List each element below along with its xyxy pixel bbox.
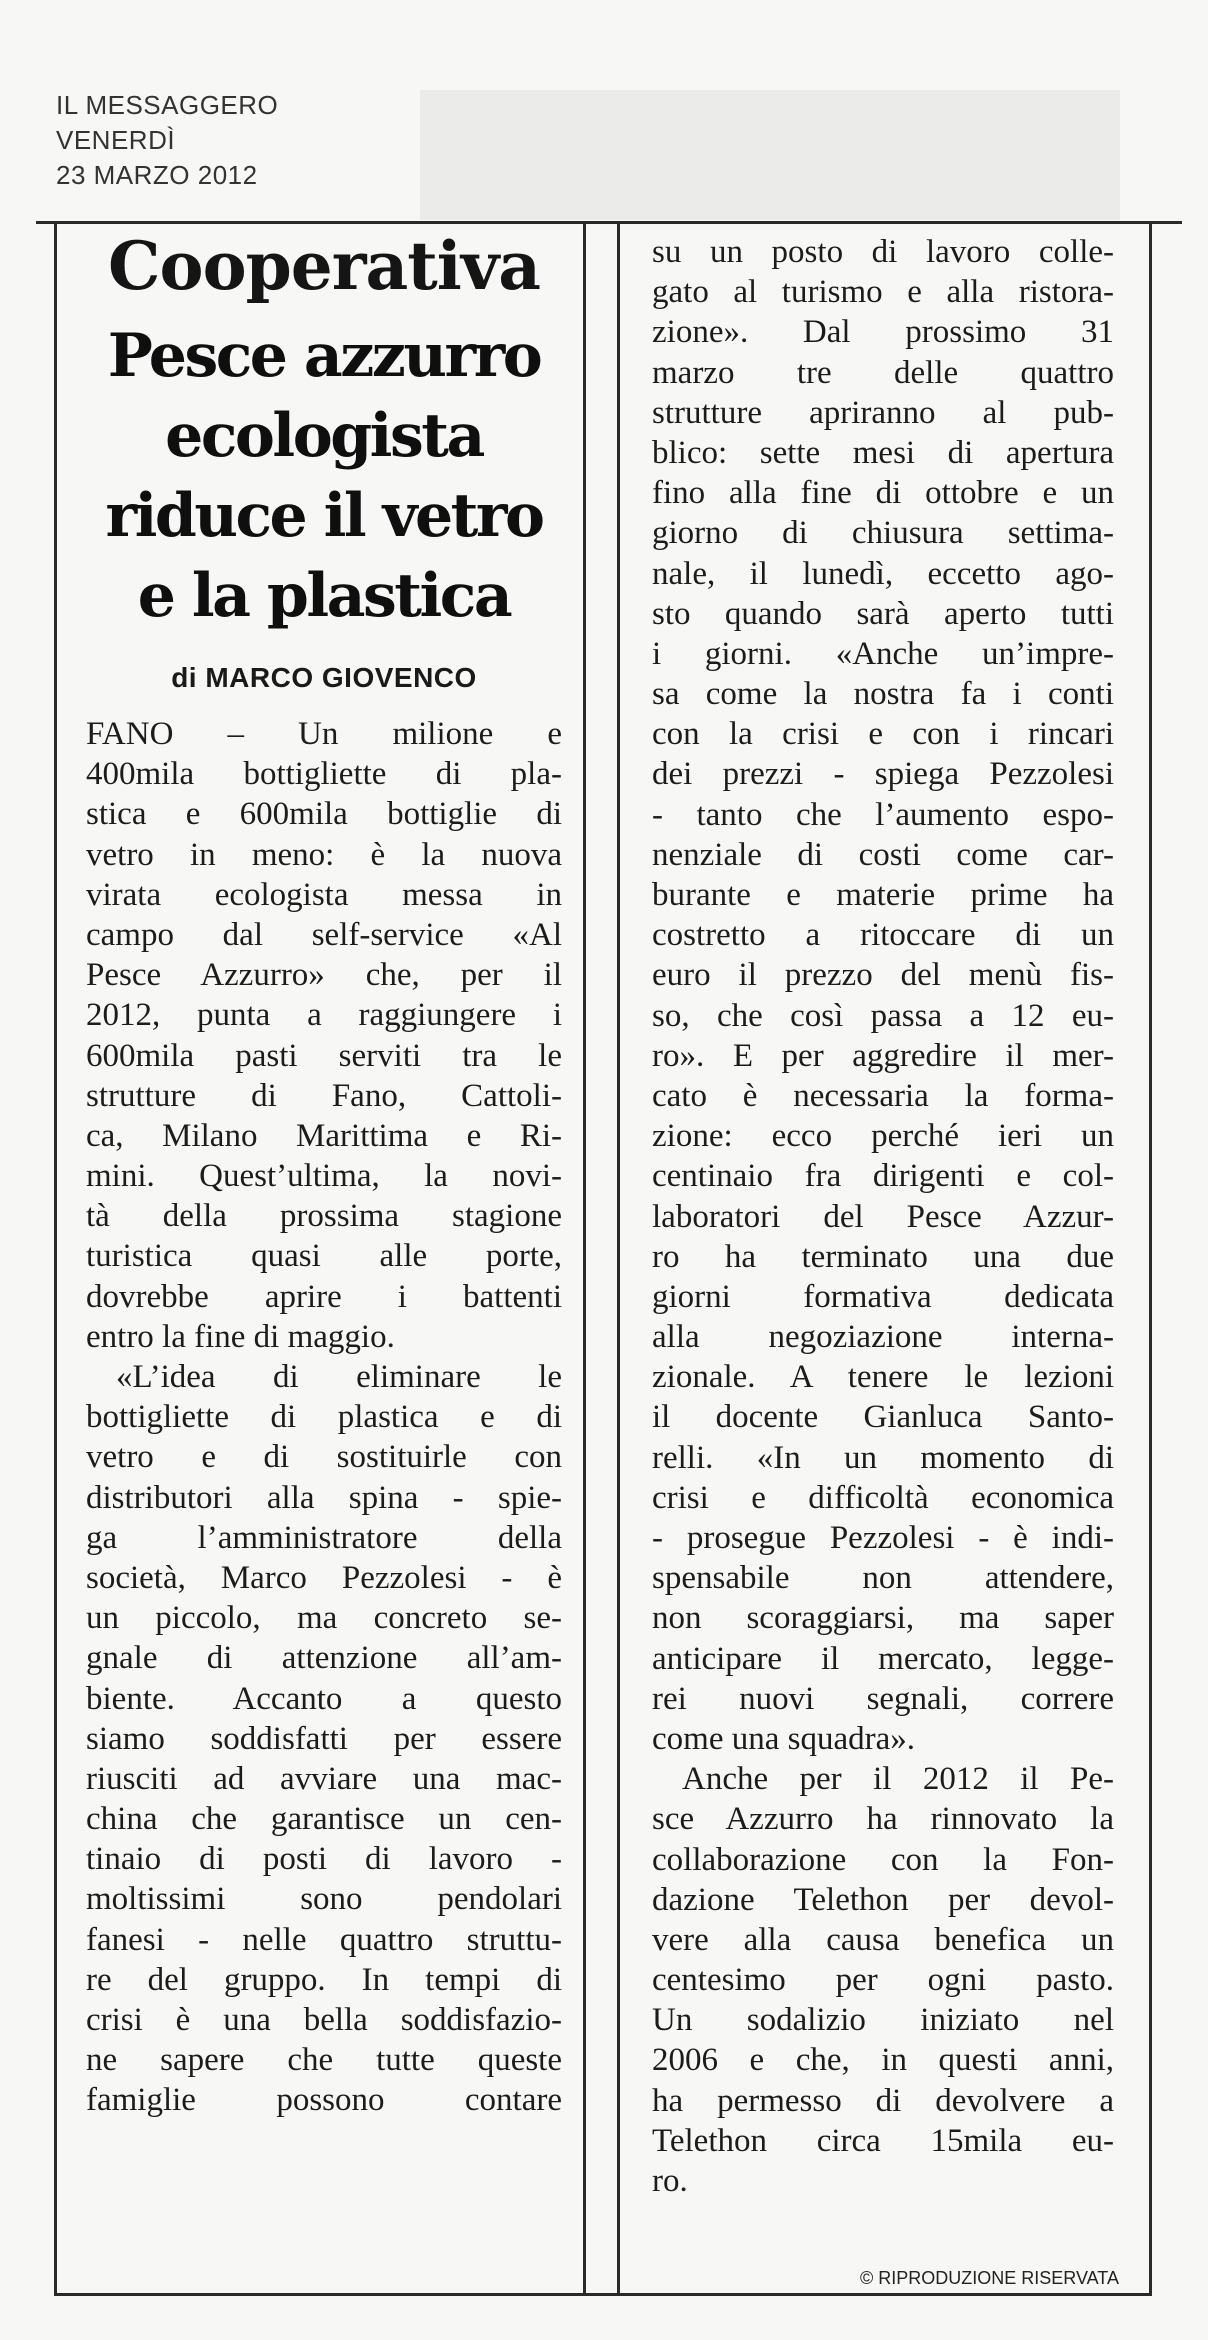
- text-line: rei nuovi segnali, correre: [652, 1680, 1114, 1717]
- text-line: mini. Quest’ultima, la novi-: [86, 1158, 562, 1195]
- text-line: gnale di attenzione all’am-: [86, 1640, 562, 1677]
- top-rule: [36, 221, 1182, 224]
- text-line: anticipare il mercato, legge-: [652, 1640, 1114, 1677]
- text-line: campo dal self-service «Al: [86, 916, 562, 953]
- text-line: fanesi - nelle quattro struttu-: [86, 1921, 562, 1958]
- text-line: ro.: [652, 2163, 688, 2199]
- text-line: spensabile non attendere,: [652, 1560, 1114, 1597]
- article-body-right: [652, 232, 1114, 2201]
- text-line: sce Azzurro ha rinnovato la: [652, 1801, 1114, 1838]
- text-line: biente. Accanto a questo: [86, 1680, 562, 1717]
- text-line: famiglie possono contare: [86, 2082, 562, 2119]
- text-line: marzo tre delle quattro: [652, 354, 1114, 391]
- newspaper-name: IL MESSAGGERO: [56, 90, 279, 120]
- column-divider-a: [583, 224, 586, 2296]
- text-line: Pesce Azzurro» che, per il: [86, 957, 562, 994]
- text-line: vetro in meno: è la nuova: [86, 836, 562, 873]
- article-body-left: [86, 714, 562, 2121]
- article-kicker: Cooperativa: [108, 227, 540, 305]
- text-line: 400mila bottigliette di pla-: [86, 756, 562, 793]
- text-line: siamo soddisfatti per essere: [86, 1720, 562, 1757]
- copyright-notice: © RIPRODUZIONE RISERVATA: [860, 2268, 1119, 2288]
- text-line: virata ecologista messa in: [86, 876, 562, 913]
- text-line: stica e 600mila bottiglie di: [86, 796, 562, 833]
- text-line: crisi e difficoltà economica: [652, 1479, 1114, 1516]
- text-line: riusciti ad avviare una mac-: [86, 1760, 562, 1797]
- text-line: zione: ecco perché ieri un: [652, 1118, 1114, 1155]
- text-line: re del gruppo. In tempi di: [86, 1961, 562, 1998]
- text-line: non scoraggiarsi, ma saper: [652, 1600, 1114, 1637]
- text-line: zione». Dal prossimo 31: [652, 314, 1114, 351]
- text-line: ca, Milano Marittima e Ri-: [86, 1117, 562, 1154]
- text-line: costretto a ritoccare di un: [652, 917, 1114, 954]
- text-line: tà della prossima stagione: [86, 1198, 562, 1235]
- text-line: strutture di Fano, Cattoli-: [86, 1077, 562, 1114]
- text-line: strutture apriranno al pub-: [652, 394, 1114, 431]
- publication-weekday: VENERDÌ: [56, 125, 176, 155]
- text-line: Telethon circa 15mila eu-: [652, 2122, 1114, 2159]
- text-line: relli. «In un momento di: [652, 1439, 1114, 1476]
- text-line: - tanto che l’aumento espo-: [652, 796, 1114, 833]
- column-frame-left: [54, 224, 57, 2296]
- text-line: vetro e di sostituirle con: [86, 1439, 562, 1476]
- text-line: so, che così passa a 12 eu-: [652, 997, 1114, 1034]
- headline-line: ecologista: [165, 401, 483, 471]
- text-line: ro ha terminato una due: [652, 1238, 1114, 1275]
- text-line: dovrebbe aprire i battenti: [86, 1278, 562, 1315]
- text-line: dei prezzi - spiega Pezzolesi: [652, 756, 1114, 793]
- publication-date: 23 MARZO 2012: [56, 160, 258, 190]
- text-line: ha permesso di devolvere a: [652, 2082, 1114, 2119]
- text-line: fino alla fine di ottobre e un: [652, 475, 1114, 512]
- text-line: Anche per il 2012 il Pe-: [682, 1761, 1114, 1798]
- text-line: società, Marco Pezzolesi - è: [86, 1559, 562, 1596]
- text-line: il docente Gianluca Santo-: [652, 1399, 1114, 1436]
- text-line: con la crisi e con i rincari: [652, 716, 1114, 753]
- text-line: cato è necessaria la forma-: [652, 1077, 1114, 1114]
- text-line: dazione Telethon per devol-: [652, 1881, 1114, 1918]
- text-line: vere alla causa benefica un: [652, 1921, 1114, 1958]
- column-frame-right: [1149, 224, 1152, 2296]
- article-column-left: [86, 226, 562, 2121]
- text-line: FANO – Un milione e: [86, 716, 562, 752]
- article-column-right: [652, 232, 1114, 2201]
- text-line: ga l’amministratore della: [86, 1519, 562, 1556]
- text-line: Un sodalizio iniziato nel: [652, 2002, 1114, 2039]
- text-line: «L’idea di eliminare le: [116, 1359, 562, 1395]
- headline-line: riduce il vetro: [105, 481, 543, 551]
- text-line: alla negoziazione interna-: [652, 1319, 1114, 1356]
- text-line: laboratori del Pesce Azzur-: [652, 1198, 1114, 1235]
- text-line: giorno di chiusura settima-: [652, 515, 1114, 552]
- text-line: su un posto di lavoro colle-: [652, 234, 1114, 270]
- text-line: ne sapere che tutte queste: [86, 2042, 562, 2079]
- text-line: come una squadra».: [652, 1720, 915, 1757]
- scan-shading: [420, 90, 1120, 220]
- text-line: bottigliette di plastica e di: [86, 1399, 562, 1436]
- text-line: burante e materie prime ha: [652, 877, 1114, 913]
- text-line: turistica quasi alle porte,: [86, 1238, 562, 1275]
- text-line: un piccolo, ma concreto se-: [86, 1600, 562, 1637]
- bottom-rule: [54, 2293, 1152, 2296]
- text-line: collaborazione con la Fon-: [652, 1841, 1114, 1878]
- text-line: ro». E per aggredire il mer-: [652, 1037, 1114, 1074]
- text-line: crisi è una bella soddisfazio-: [86, 2002, 562, 2038]
- text-line: centesimo per ogni pasto.: [652, 1962, 1114, 1999]
- text-line: sto quando sarà aperto tutti: [652, 595, 1114, 632]
- text-line: sa come la nostra fa i conti: [652, 676, 1114, 713]
- text-line: centinaio fra dirigenti e col-: [652, 1158, 1114, 1195]
- text-line: china che garantisce un cen-: [86, 1801, 562, 1838]
- text-line: nale, il lunedì, eccetto ago-: [652, 555, 1114, 592]
- article-headline: [86, 316, 562, 636]
- headline-line: e la plastica: [137, 561, 511, 631]
- masthead: [56, 88, 278, 193]
- text-line: 600mila pasti serviti tra le: [86, 1037, 562, 1074]
- text-line: moltissimi sono pendolari: [86, 1881, 562, 1918]
- text-line: 2006 e che, in questi anni,: [652, 2042, 1114, 2079]
- text-line: i giorni. «Anche un’impre-: [652, 635, 1114, 672]
- text-line: distributori alla spina - spie-: [86, 1479, 562, 1516]
- text-line: nenziale di costi come car-: [652, 836, 1114, 873]
- text-line: giorni formativa dedicata: [652, 1278, 1114, 1315]
- text-line: 2012, punta a raggiungere i: [86, 997, 562, 1034]
- text-line: gato al turismo e alla ristora-: [652, 274, 1114, 311]
- text-line: euro il prezzo del menù fis-: [652, 957, 1114, 994]
- text-line: - prosegue Pezzolesi - è indi-: [652, 1520, 1114, 1556]
- column-divider-b: [617, 224, 620, 2296]
- text-line: entro la fine di maggio.: [86, 1318, 395, 1355]
- text-line: blico: sette mesi di apertura: [652, 434, 1114, 471]
- article-byline: di MARCO GIOVENCO: [171, 662, 477, 693]
- headline-line: Pesce azzurro: [107, 321, 541, 391]
- text-line: zionale. A tenere le lezioni: [652, 1359, 1114, 1396]
- text-line: tinaio di posti di lavoro -: [86, 1841, 562, 1878]
